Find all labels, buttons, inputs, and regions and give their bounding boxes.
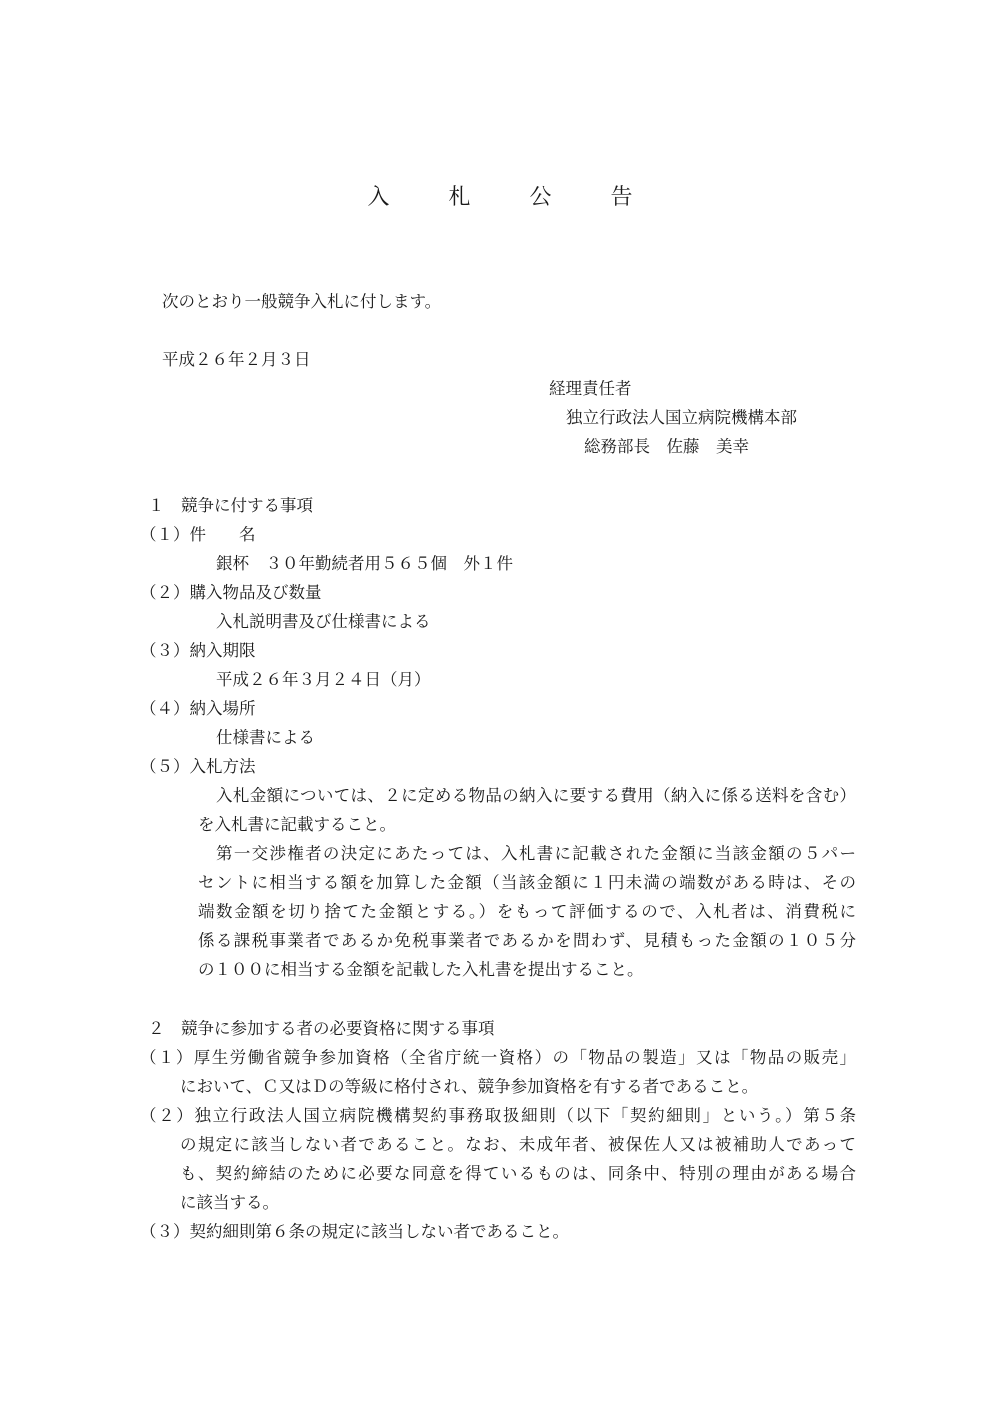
item-body-line: を入札書に記載すること。 [198,815,396,834]
issuer-organization: 独立行政法人国立病院機構本部 [566,408,797,427]
item-body-line: 銀杯 ３０年勤続者用５６５個 外１件 [216,554,513,573]
item-body-line: 端数金額を切り捨てた金額とする。）をもって評価するので、入札者は、消費税に [198,902,856,921]
item-line: において、Ｃ又はＤの等級に格付され、競争参加資格を有する者であること。 [180,1077,759,1096]
item-label: （２）購入物品及び数量 [140,583,322,602]
item-label: （３）納入期限 [140,641,256,660]
item-line: （２）独立行政法人国立病院機構契約事務取扱細則（以下「契約細則」という。）第５条 [140,1106,856,1125]
item-body-line: 平成２６年３月２４日（月） [216,670,431,689]
intro-text: 次のとおり一般競争入札に付します。 [162,292,442,311]
section2-heading: ２ 競争に参加する者の必要資格に関する事項 [148,1019,495,1038]
issuer-person: 総務部長 佐藤 美幸 [584,437,749,456]
item-line: に該当する。 [180,1193,279,1212]
item-label: （５）入札方法 [140,757,256,776]
item-line: （１）厚生労働省競争参加資格（全省庁統一資格）の「物品の製造」又は「物品の販売」 [140,1048,856,1067]
item-body-line: 入札説明書及び仕様書による [216,612,431,631]
notice-date: 平成２６年２月３日 [162,350,311,369]
item-label: （１）件 名 [140,525,256,544]
item-line: の規定に該当しない者であること。なお、未成年者、被保佐人又は被補助人であって [180,1135,856,1154]
item-body-line: 仕様書による [216,728,315,747]
item-body-line: セントに相当する額を加算した金額（当該金額に１円未満の端数がある時は、その [198,873,857,892]
item-body-line: 第一交渉権者の決定にあたっては、入札書に記載された金額に当該金額の５パー [216,844,856,863]
item-line: も、契約締結のために必要な同意を得ているものは、同条中、特別の理由がある場合 [180,1164,856,1183]
item-body-line: 入札金額については、２に定める物品の納入に要する費用（納入に係る送料を含む） [216,786,856,805]
document-title: 入 札 公 告 [367,185,659,210]
item-body-line: の１００に相当する金額を記載した入札書を提出すること。 [198,960,644,979]
issuer-role: 経理責任者 [549,379,632,398]
item-line: （３）契約細則第６条の規定に該当しない者であること。 [140,1222,569,1241]
section1-heading: １ 競争に付する事項 [148,496,313,515]
item-label: （４）納入場所 [140,699,256,718]
item-body-line: 係る課税事業者であるか免税事業者であるかを問わず、見積もった金額の１０５分 [198,931,856,950]
